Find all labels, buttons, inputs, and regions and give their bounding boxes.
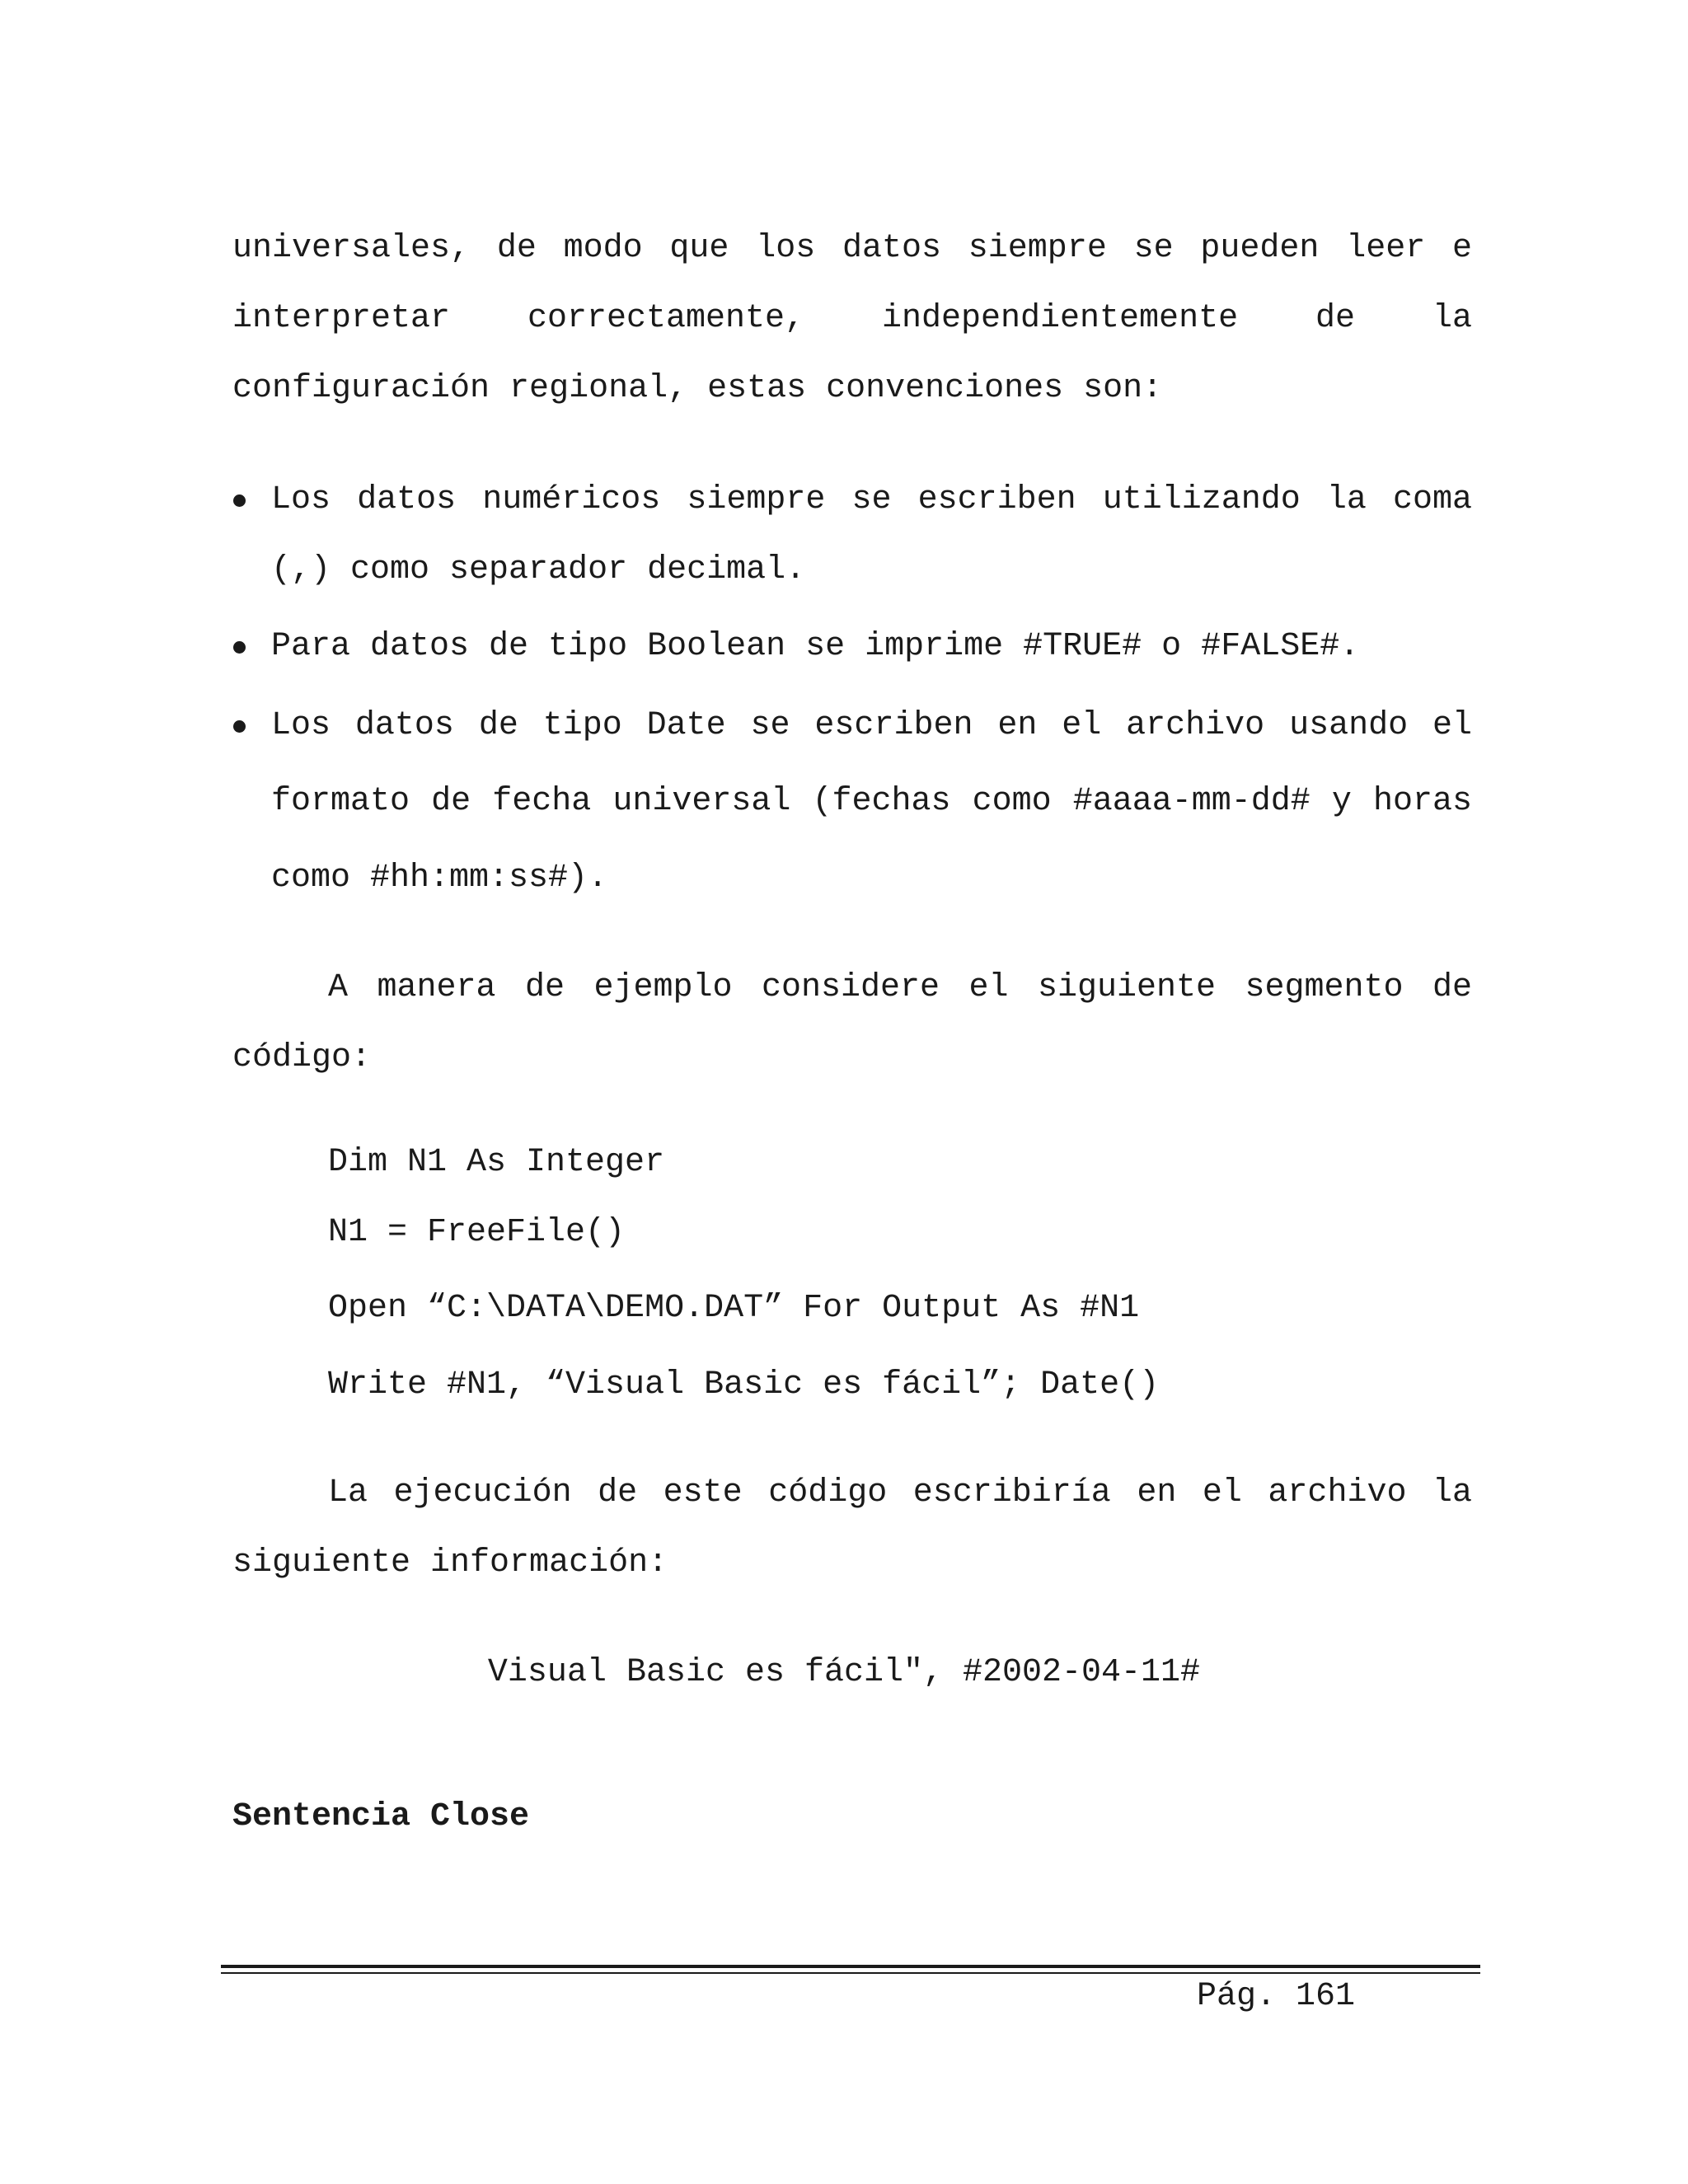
code-line: Dim N1 As Integer (328, 1144, 665, 1181)
example-para-line-1: A manera de ejemplo considere el siguiente segmento de (328, 969, 1472, 1006)
bullet-2-line-1: Para datos de tipo Boolean se imprime #TRUE# o #FALSE#. (271, 628, 1360, 665)
bullet-3-line-2: formato de fecha universal (fechas como #aaaa-mm-dd# y horas (271, 783, 1472, 820)
section-heading: Sentencia Close (232, 1798, 530, 1835)
bullet-1-line-1: Los datos numéricos siempre se escriben utilizando la coma (271, 481, 1472, 518)
intro-line-2: interpretar correctamente, independientemente de la (232, 300, 1472, 337)
intro-line-1: universales, de modo que los datos siempre se pueden leer e (232, 230, 1472, 267)
intro-line-3: configuración regional, estas convenciones son: (232, 370, 1163, 407)
code-line: Write #N1, “Visual Basic es fácil”; Date() (328, 1366, 1160, 1404)
bullet-icon (233, 641, 246, 654)
code-line: N1 = FreeFile() (328, 1214, 626, 1251)
example-para-line-2: código: (232, 1039, 372, 1076)
bullet-3-line-1: Los datos de tipo Date se escriben en el archivo usando el (271, 707, 1472, 744)
footer-rule (221, 1965, 1480, 1968)
bullet-icon (233, 720, 246, 733)
bullet-1-line-2: (,) como separador decimal. (271, 551, 806, 588)
bullet-icon (233, 494, 246, 507)
result-para-line-1: La ejecución de este código escribiría en el archivo la (328, 1474, 1472, 1511)
result-para-line-2: siguiente información: (232, 1544, 668, 1582)
page-number: Pág. 161 (1197, 1978, 1356, 2015)
output-example: Visual Basic es fácil", #2002-04-11# (487, 1654, 1201, 1691)
footer-rule-thin (221, 1972, 1480, 1974)
bullet-3-line-3: como #hh:mm:ss#). (271, 860, 608, 897)
code-line: Open “C:\DATA\DEMO.DAT” For Output As #N1 (328, 1290, 1140, 1327)
